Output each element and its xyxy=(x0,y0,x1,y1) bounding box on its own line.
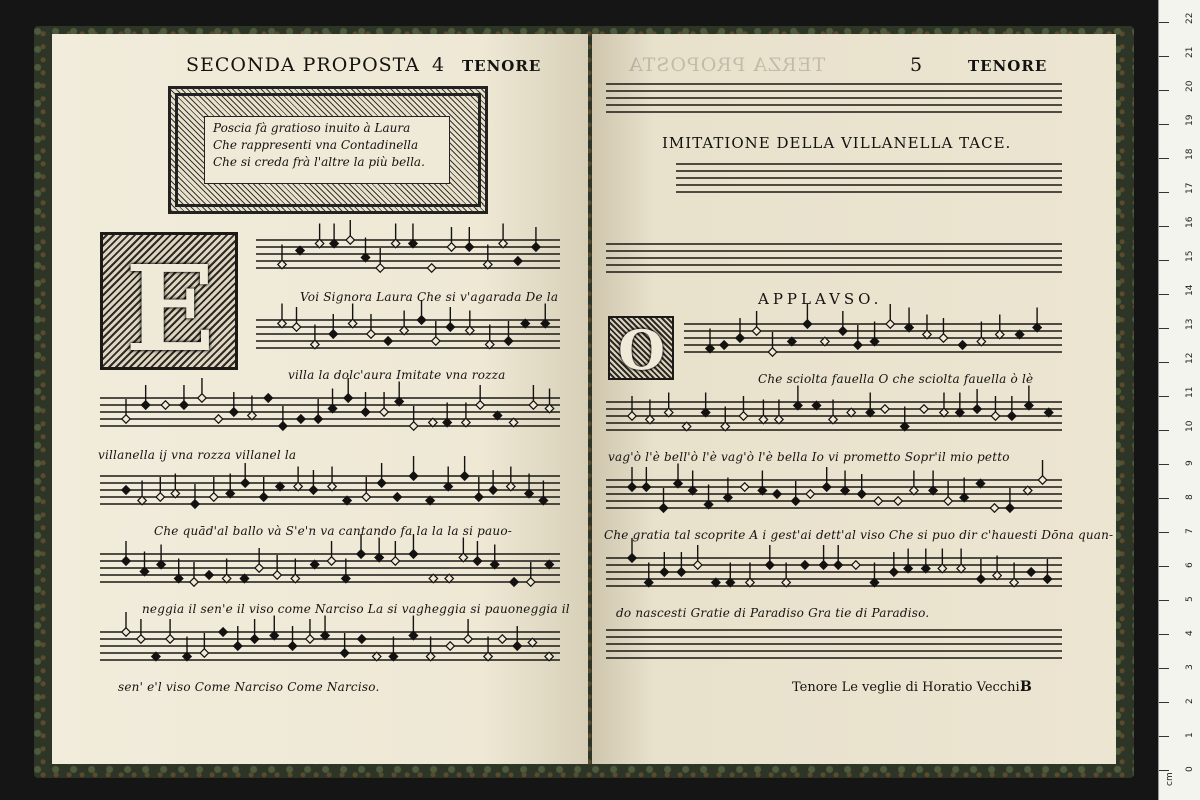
right-voice-label: TENORE xyxy=(968,57,1048,75)
right-music-staves xyxy=(592,34,1116,764)
ruler-tick xyxy=(1159,22,1169,23)
ruler-mark: 14 xyxy=(1185,284,1195,296)
ruler-mark: 2 xyxy=(1185,698,1195,704)
section-title-applauso: APPLAVSO. xyxy=(758,290,883,308)
signature-mark: B xyxy=(1020,679,1032,695)
left-staff-3 xyxy=(100,378,560,430)
ruler-mark: 6 xyxy=(1185,562,1195,568)
ruler-tick xyxy=(1159,158,1169,159)
ruler-tick xyxy=(1159,90,1169,91)
left-staff-4 xyxy=(100,456,560,508)
ruler-mark: 15 xyxy=(1185,250,1195,262)
right-staff-empty-2 xyxy=(676,164,1062,192)
ruler-tick xyxy=(1159,668,1169,669)
right-staff-1 xyxy=(684,304,1062,356)
left-lyric-line-6: sen' e'l viso Come Narciso Come Narciso. xyxy=(118,680,380,694)
right-page-number: 5 xyxy=(910,54,924,76)
left-lyric-line-2: villa la dolc'aura Imitate vna rozza xyxy=(288,368,506,382)
ruler-tick xyxy=(1159,124,1169,125)
ruler-mark: 18 xyxy=(1185,148,1195,160)
ruler-tick xyxy=(1159,770,1169,771)
ruler-mark: 10 xyxy=(1185,420,1195,432)
ruler-mark: 16 xyxy=(1185,216,1195,228)
ruler-tick xyxy=(1159,430,1169,431)
ruler-mark: 0 xyxy=(1185,766,1195,772)
left-page xyxy=(52,34,588,764)
ruler-tick xyxy=(1159,362,1169,363)
left-lyric-line-1: Voi Signora Laura Che si v'agarada De la xyxy=(300,290,559,304)
left-staff-5 xyxy=(100,534,560,586)
left-lyric-line-5: neggia il sen'e il viso come Narciso La si vagheggia si pauoneggia il xyxy=(142,602,570,616)
left-music-staves xyxy=(52,34,588,764)
right-lyric-line-2: vag'ò l'è bell'ò l'è vag'ò l'è bella Io vi prometto Sopr'il mio petto xyxy=(608,450,1010,464)
left-header-title: SECONDA PROPOSTA xyxy=(186,54,421,76)
ruler-tick xyxy=(1159,736,1169,737)
initial-letter-e: E xyxy=(125,239,215,378)
ruler-mark: 11 xyxy=(1185,386,1195,398)
ruler-mark: 19 xyxy=(1185,114,1195,126)
ruler-mark: 7 xyxy=(1185,528,1195,534)
ruler-unit: cm xyxy=(1165,772,1175,786)
ruler-mark: 1 xyxy=(1185,732,1195,738)
ruler-tick xyxy=(1159,260,1169,261)
ruler-tick xyxy=(1159,498,1169,499)
right-lyric-line-3: Che gratia tal scoprite A i gest'ai dett'al viso Che si puo dir c'hauesti Dōna quan- xyxy=(604,528,1114,542)
ruler-tick xyxy=(1159,294,1169,295)
ruler-mark: 22 xyxy=(1185,12,1195,24)
right-staff-3 xyxy=(606,460,1062,512)
ruler-tick xyxy=(1159,566,1169,567)
section-title-imitatione: IMITATIONE DELLA VILLANELLA TACE. xyxy=(662,134,1012,152)
initial-letter-o: O xyxy=(618,318,666,382)
right-staff-empty-4 xyxy=(606,630,1062,658)
right-staff-2 xyxy=(606,386,1062,431)
ruler-mark: 9 xyxy=(1185,460,1195,466)
right-lyric-line-1: Che sciolta fauella O che sciolta fauella ò lè xyxy=(758,372,1034,386)
ruler-tick xyxy=(1159,532,1169,533)
ruler-mark: 3 xyxy=(1185,664,1195,670)
ruler-tick xyxy=(1159,396,1169,397)
right-footer: Tenore Le veglie di Horatio Vecchi. xyxy=(792,680,1024,695)
left-staff-6 xyxy=(100,612,560,661)
right-page xyxy=(592,34,1116,764)
measurement-ruler xyxy=(1158,0,1200,800)
left-voice-label: TENORE xyxy=(462,57,542,75)
ruler-tick xyxy=(1159,192,1169,193)
ruler-tick xyxy=(1159,464,1169,465)
ruler-tick xyxy=(1159,702,1169,703)
ruler-mark: 8 xyxy=(1185,494,1195,500)
ruler-mark: 13 xyxy=(1185,318,1195,330)
right-lyric-line-4: do nascesti Gratie di Paradiso Gra tie di Paradiso. xyxy=(616,606,930,620)
ruler-tick xyxy=(1159,56,1169,57)
ruler-tick xyxy=(1159,634,1169,635)
cartouche-line-3: Che si creda frà l'altre la più bella. xyxy=(213,155,425,169)
ruler-mark: 17 xyxy=(1185,182,1195,194)
ruler-mark: 4 xyxy=(1185,630,1195,636)
ruler-mark: 5 xyxy=(1185,596,1195,602)
ruler-tick xyxy=(1159,600,1169,601)
left-page-number: 4 xyxy=(432,54,446,76)
right-staff-empty-1 xyxy=(606,84,1062,112)
left-lyric-line-3: villanella ij vna rozza villanel la xyxy=(98,448,297,462)
left-lyric-line-4: Che quād'al ballo và S'e'n va cantando fa la la la si pauo- xyxy=(154,524,513,538)
ruler-mark: 12 xyxy=(1185,352,1195,364)
right-header-title-showthrough: TERZA PROPOSTA xyxy=(628,54,826,76)
left-staff-2 xyxy=(256,300,560,349)
ruler-tick xyxy=(1159,328,1169,329)
ruler-mark: 21 xyxy=(1185,46,1195,58)
ruler-tick xyxy=(1159,226,1169,227)
cartouche-line-1: Poscia fà gratioso inuito à Laura xyxy=(213,121,411,135)
right-staff-4 xyxy=(606,538,1062,587)
ruler-mark: 20 xyxy=(1185,80,1195,92)
cartouche-line-2: Che rappresenti vna Contadinella xyxy=(213,138,419,152)
left-staff-1 xyxy=(256,220,560,272)
right-staff-empty-3 xyxy=(606,244,1062,272)
